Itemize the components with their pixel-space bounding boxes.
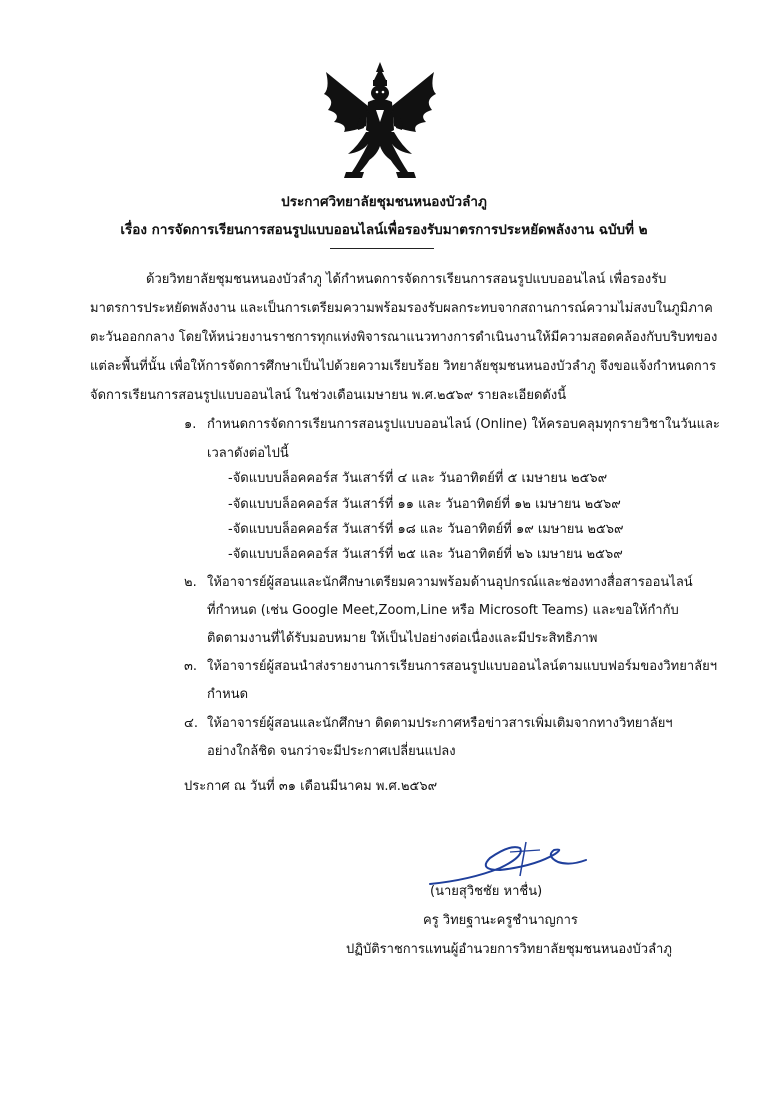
- schedule-line: -จัดแบบบล็อคคอร์ส วันเสาร์ที่ ๑๘ และ วันอาทิตย์ที่ ๑๙ เมษายน ๒๕๖๙: [228, 522, 624, 537]
- item-line: ให้อาจารย์ผู้สอนและนักศึกษา ติดตามประกาศหรือข่าวสารเพิ่มเติมจากทางวิทยาลัยฯ: [207, 716, 673, 731]
- intro-line: แต่ละพื้นที่นั้น เพื่อให้การจัดการศึกษาเป็นไปด้วยความเรียบร้อย วิทยาลัยชุมชนหนองบัวลำภู จึงขอแจ้งกำหนดการ: [90, 359, 717, 374]
- intro-line: จัดการเรียนการสอนรูปแบบออนไลน์ ในช่วงเดือนเมษายน พ.ศ.๒๕๖๙ รายละเอียดดังนี้: [90, 388, 567, 403]
- schedule-line: -จัดแบบบล็อคคอร์ส วันเสาร์ที่ ๑๑ และ วันอาทิตย์ที่ ๑๒ เมษายน ๒๕๖๙: [228, 497, 621, 512]
- document-title: ประกาศวิทยาลัยชุมชนหนองบัวลำภู: [281, 194, 487, 210]
- item-number: ๓.: [184, 659, 198, 674]
- item-number: ๔.: [184, 716, 198, 731]
- item-line: เวลาดังต่อไปนี้: [207, 446, 289, 461]
- intro-line: ตะวันออกกลาง โดยให้หน่วยงานราชการทุกแห่งพิจารณาแนวทางการดำเนินงานให้มีความสอดคล้องกับบริบทของ: [90, 330, 718, 345]
- item-line: ให้อาจารย์ผู้สอนนำส่งรายงานการเรียนการสอนรูปแบบออนไลน์ตามแบบฟอร์มของวิทยาลัยฯ: [207, 659, 718, 674]
- title-divider: [330, 248, 434, 249]
- item-line: ที่กำหนด (เช่น Google Meet,Zoom,Line หรือ Microsoft Teams) และขอให้กำกับ: [207, 603, 679, 618]
- item-line: กำหนด: [207, 687, 249, 702]
- signer-name: (นายสุวิชชัย หาชื่น): [430, 884, 543, 899]
- schedule-line: -จัดแบบบล็อคคอร์ส วันเสาร์ที่ ๒๕ และ วันอาทิตย์ที่ ๒๖ เมษายน ๒๕๖๙: [228, 547, 623, 562]
- item-line: ติดตามงานที่ได้รับมอบหมาย ให้เป็นไปอย่างต่อเนื่องและมีประสิทธิภาพ: [207, 631, 598, 646]
- garuda-emblem-icon: [318, 60, 442, 182]
- item-number: ๒.: [184, 575, 197, 590]
- intro-line: มาตรการประหยัดพลังงาน และเป็นการเตรียมความพร้อมรองรับผลกระทบจากสถานการณ์ความไม่สงบในภูมิภาค: [90, 301, 713, 316]
- schedule-line: -จัดแบบบล็อคคอร์ส วันเสาร์ที่ ๔ และ วันอาทิตย์ที่ ๕ เมษายน ๒๕๖๙: [228, 471, 608, 486]
- item-line: อย่างใกล้ชิด จนกว่าจะมีประกาศเปลี่ยนแปลง: [207, 744, 456, 759]
- document-subject: เรื่อง การจัดการเรียนการสอนรูปแบบออนไลน์เพื่อรองรับมาตรการประหยัดพลังงาน ฉบับที่ ๒: [120, 222, 648, 238]
- item-line: กำหนดการจัดการเรียนการสอนรูปแบบออนไลน์ (Online) ให้ครอบคลุมทุกรายวิชาในวันและ: [207, 417, 720, 432]
- intro-line: ด้วยวิทยาลัยชุมชนหนองบัวลำภู ได้กำหนดการจัดการเรียนการสอนรูปแบบออนไลน์ เพื่อรองรับ: [146, 272, 667, 287]
- signer-position: ปฏิบัติราชการแทนผู้อำนวยการวิทยาลัยชุมชนหนองบัวลำภู: [346, 942, 672, 957]
- item-number: ๑.: [184, 417, 197, 432]
- announce-date: ประกาศ ณ วันที่ ๓๑ เดือนมีนาคม พ.ศ.๒๕๖๙: [184, 779, 438, 794]
- item-line: ให้อาจารย์ผู้สอนและนักศึกษาเตรียมความพร้อมด้านอุปกรณ์และช่องทางสื่อสารออนไลน์: [207, 575, 693, 590]
- signer-rank: ครู วิทยฐานะครูชำนาญการ: [423, 913, 578, 928]
